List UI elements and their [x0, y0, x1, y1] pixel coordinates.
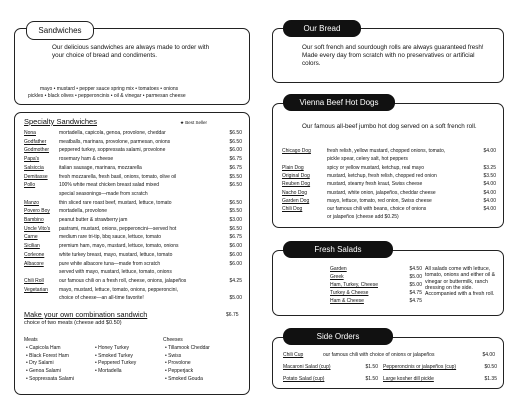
item-price: $5.00: [229, 295, 242, 302]
cheese-option: • Smoked Gouda: [165, 375, 203, 382]
item-description: fresh relish, yellow mustard, chopped onions, tomato,: [327, 148, 446, 154]
item-price: $3.25: [483, 164, 496, 171]
combo-price: $6.75: [226, 312, 239, 318]
item-description: pure white albacore tuna—made from scratch: [59, 260, 161, 267]
item-name: Bambino: [24, 217, 44, 223]
item-price: $4.00: [483, 189, 496, 196]
item-name: Sicilian: [24, 243, 40, 250]
salad-item: [330, 266, 422, 272]
salad-item: [330, 290, 422, 296]
item-name: Potato Salad (cup): [283, 376, 325, 382]
item-price: $1.35: [484, 376, 497, 382]
menu-item: [24, 139, 242, 145]
hotdog-item: [282, 181, 498, 187]
item-price: $6.00: [229, 251, 242, 258]
item-price: $4.00: [483, 148, 496, 154]
chili-cup-desc: our famous chili with choice of onions or jalapeños: [323, 352, 435, 358]
meat-option: • Genoa Salami: [26, 368, 61, 375]
item-name: Papa's: [24, 156, 40, 163]
item-price: $6.00: [229, 243, 242, 250]
menu-item: [24, 182, 242, 188]
item-name: Uncle Vito's: [24, 225, 51, 232]
hotdog-item: [282, 206, 498, 212]
item-name: Large kosher dill pickle: [383, 376, 434, 382]
item-description: meatballs, marinara, provolone, parmesan, onions: [59, 138, 171, 145]
item-name: Chili Roll: [24, 277, 44, 284]
item-name: Chicago Dog: [282, 148, 311, 154]
chili-cup-price: $4.00: [482, 352, 495, 358]
side-item: [283, 364, 380, 370]
hotdog-item: [282, 165, 498, 171]
item-price: $6.75: [229, 164, 242, 171]
item-description: choice of cheese—an all-time favorite!: [59, 295, 144, 302]
item-name: Ham & Cheese: [330, 298, 364, 304]
specialty-title: Specialty Sandwiches: [24, 117, 97, 126]
item-name: Carne: [24, 234, 38, 241]
salad-item: [330, 282, 422, 288]
item-description: pastrami, mustard, onions, pepperoncini—served hot: [59, 225, 177, 232]
item-name: Demitasse: [24, 173, 48, 180]
item-price: $6.75: [229, 234, 242, 241]
item-description: 100% white meat chicken breast salad mixed: [59, 182, 160, 189]
item-name: Nacho Dog: [282, 189, 308, 196]
item-description: served with mayo, mustard, lettuce, tomato, onions: [59, 269, 172, 276]
item-description: our famous chili with beans, choice of onions: [327, 206, 427, 213]
item-price: $6.75: [229, 156, 242, 163]
item-description: peppered turkey, soppressata salami, provolone: [59, 147, 166, 154]
menu-item: [24, 200, 242, 206]
item-price: $1.50: [365, 364, 378, 370]
item-description: mortadella, capicola, genoa, provolone, cheddar: [59, 130, 166, 136]
combo-subtitle: choice of two meats (cheese add $0.50): [24, 320, 122, 326]
meat-option: • Honey Turkey: [95, 345, 129, 351]
menu-item: [24, 147, 242, 153]
item-description: mustard, ketchup, fresh relish, chopped red onion: [327, 172, 437, 179]
meat-option: • Peppered Turkey: [95, 360, 137, 367]
hotdogs-title: Vienna Beef Hot Dogs: [283, 94, 395, 111]
salad-item: [330, 298, 422, 304]
item-name: Povero Boy: [24, 208, 50, 215]
item-price: $5.00: [409, 274, 422, 280]
sandwiches-intro: Our delicious sandwiches are always made to order with your choice of bread and condiments.: [52, 44, 210, 59]
menu-item: [24, 269, 242, 275]
menu-item: [24, 165, 242, 171]
item-description: medium rare tri-tip, bbq sauce, lettuce, tomato: [59, 234, 161, 241]
sandwiches-title: Sandwiches: [26, 21, 94, 40]
bread-title: Our Bread: [283, 20, 361, 37]
item-name: Nona: [24, 130, 36, 136]
meat-option: • Mortadella: [95, 368, 122, 375]
menu-item: [24, 191, 242, 197]
item-name: Manzo: [24, 199, 40, 206]
item-description: mustard, steamy fresh kraut, Swiss cheese: [327, 181, 423, 188]
item-name: Corleone: [24, 251, 45, 258]
item-name: Albacore: [24, 260, 44, 267]
item-description: peanut butter & strawberry jam: [59, 217, 128, 223]
item-price: $6.50: [229, 182, 242, 189]
cheese-option: • Tillamook Cheddar: [165, 345, 210, 351]
item-description: white turkey breast, mayo, mustard, lettuce, tomato: [59, 251, 173, 258]
cheese-option: • Provolone: [165, 360, 191, 367]
item-name: Pepperoncinis or jalapeños (cup): [383, 364, 457, 370]
item-name: Greek: [330, 274, 344, 280]
menu-item: [24, 156, 242, 162]
item-price: $3.00: [229, 217, 242, 223]
salads-title: Fresh Salads: [283, 241, 393, 258]
side-item: [283, 376, 380, 382]
item-price: $6.50: [229, 138, 242, 145]
item-price: $4.00: [483, 206, 496, 213]
menu-item: [24, 295, 242, 301]
meat-option: • Black Forest Ham: [26, 352, 69, 359]
menu-item: [24, 261, 242, 267]
item-name: Garden Dog: [282, 197, 310, 204]
item-price: $5.50: [229, 208, 242, 215]
menu-item: [24, 278, 242, 284]
item-description: rosemary ham & cheese: [59, 156, 114, 163]
item-description: fresh mozzarella, fresh basil, onions, tomato, olive oil: [59, 173, 177, 180]
item-description: italian sausage, marinara, mozzarella: [59, 164, 142, 171]
cheese-option: • Pepperjack: [165, 368, 194, 375]
item-price: $6.50: [229, 130, 242, 136]
chili-cup-name: Chili Cup: [283, 352, 304, 358]
item-description: mortadella, provolone: [59, 208, 108, 215]
menu-item: [24, 226, 242, 232]
menu-item: [24, 217, 242, 223]
item-name: Vegetarian: [24, 286, 48, 293]
side-item: [383, 364, 499, 370]
menu-item: [24, 252, 242, 258]
item-name: Turkey & Cheese: [330, 290, 369, 296]
menu-item: [24, 234, 242, 240]
item-price: $0.50: [484, 364, 497, 370]
item-price: $4.00: [483, 197, 496, 204]
item-price: $5.50: [229, 173, 242, 180]
item-name: Ham, Turkey, Cheese: [330, 282, 378, 288]
item-price: $4.00: [483, 181, 496, 188]
item-price: $6.50: [229, 199, 242, 206]
item-description: special seasonings—made from scratch: [59, 190, 148, 197]
item-name: Godmother: [24, 147, 50, 154]
item-price: $6.50: [229, 225, 242, 232]
hotdog-item: [282, 156, 498, 162]
item-name: Plain Dog: [282, 164, 304, 171]
item-name: Chili Dog: [282, 206, 303, 213]
meats-header: Meats: [24, 337, 38, 343]
hotdog-item: [282, 173, 498, 179]
sides-title: Side Orders: [283, 328, 393, 345]
menu-item: [24, 174, 242, 180]
condiments-line-2: pickles • black olives • pepperoncinis • oil & vinegar • parmesan cheese: [28, 93, 186, 99]
item-description: thin sliced rare roast beef, mustard, lettuce, tomato: [59, 199, 172, 206]
item-name: Godfather: [24, 138, 47, 145]
item-price: $6.00: [229, 260, 242, 267]
meat-option: • Smoked Turkey: [95, 352, 133, 359]
menu-item: [24, 208, 242, 214]
chili-cup-row: [283, 352, 498, 358]
menu-item: [24, 130, 242, 136]
meat-option: • Capicola Ham: [26, 345, 61, 351]
item-description: spicy or yellow mustard, ketchup, real mayo: [327, 164, 424, 171]
item-price: $4.25: [229, 277, 242, 284]
item-name: Reuben Dog: [282, 181, 311, 188]
item-description: mayo, mustard, lettuce, tomato, onions, pepperoncini,: [59, 286, 178, 293]
item-price: $3.50: [483, 172, 496, 179]
combo-title: Make your own combination sandwich: [24, 310, 148, 319]
menu-item: [24, 287, 242, 293]
item-name: Macaroni Salad (cup): [283, 364, 331, 370]
item-description: mayo, lettuce, tomato, red onion, Swiss cheese: [327, 197, 432, 204]
item-description: pickle spear, celery salt, hot peppers: [327, 156, 408, 163]
meat-option: • Dry Salami: [26, 360, 54, 367]
best-seller-note: ★ Best Seller: [180, 120, 208, 125]
bread-intro: Our soft french and sourdough rolls are always guaranteed fresh! Made every day from scratch with no preservatives or artificial colors.: [302, 44, 484, 67]
item-description: premium ham, mayo, mustard, lettuce, tomato, onions: [59, 243, 179, 250]
salad-item: [330, 274, 422, 280]
item-name: Salsiccia: [24, 164, 44, 171]
item-name: Original Dog: [282, 172, 310, 179]
salads-note: All salads come with lettuce, tomato, onions and either oil & vinegar or buttermilk, ranch dressing on the side. Accompanied with a fresh roll.: [425, 266, 496, 298]
item-description: or jalapeños (cheese add $0.25): [327, 214, 399, 221]
item-price: $6.00: [229, 147, 242, 154]
hotdog-item: [282, 148, 498, 154]
hotdog-item: [282, 190, 498, 196]
cheese-option: • Swiss: [165, 352, 182, 359]
meat-option: • Soppressata Salami: [26, 375, 74, 382]
menu-item: [24, 243, 242, 249]
side-item: [383, 376, 499, 382]
item-name: Garden: [330, 266, 347, 272]
item-price: $4.75: [409, 290, 422, 296]
item-description: our famous chili on a fresh roll, cheese, onions, jalapeños: [59, 277, 187, 284]
cheeses-header: Cheeses: [163, 337, 183, 343]
item-name: Pollo: [24, 182, 36, 189]
hotdog-item: [282, 214, 498, 220]
item-price: $4.50: [409, 266, 422, 272]
item-description: mustard, white onion, jalapeños, cheddar cheese: [327, 189, 436, 196]
item-price: $5.00: [409, 282, 422, 288]
condiments-line-1: mayo • mustard • pepper sauce spring mix • tomatoes • onions: [40, 86, 179, 92]
hotdog-item: [282, 198, 498, 204]
hotdogs-intro: Our famous all-beef jumbo hot dog served on a soft french roll.: [302, 123, 477, 130]
item-price: $4.75: [409, 298, 422, 304]
item-price: $1.50: [365, 376, 378, 382]
